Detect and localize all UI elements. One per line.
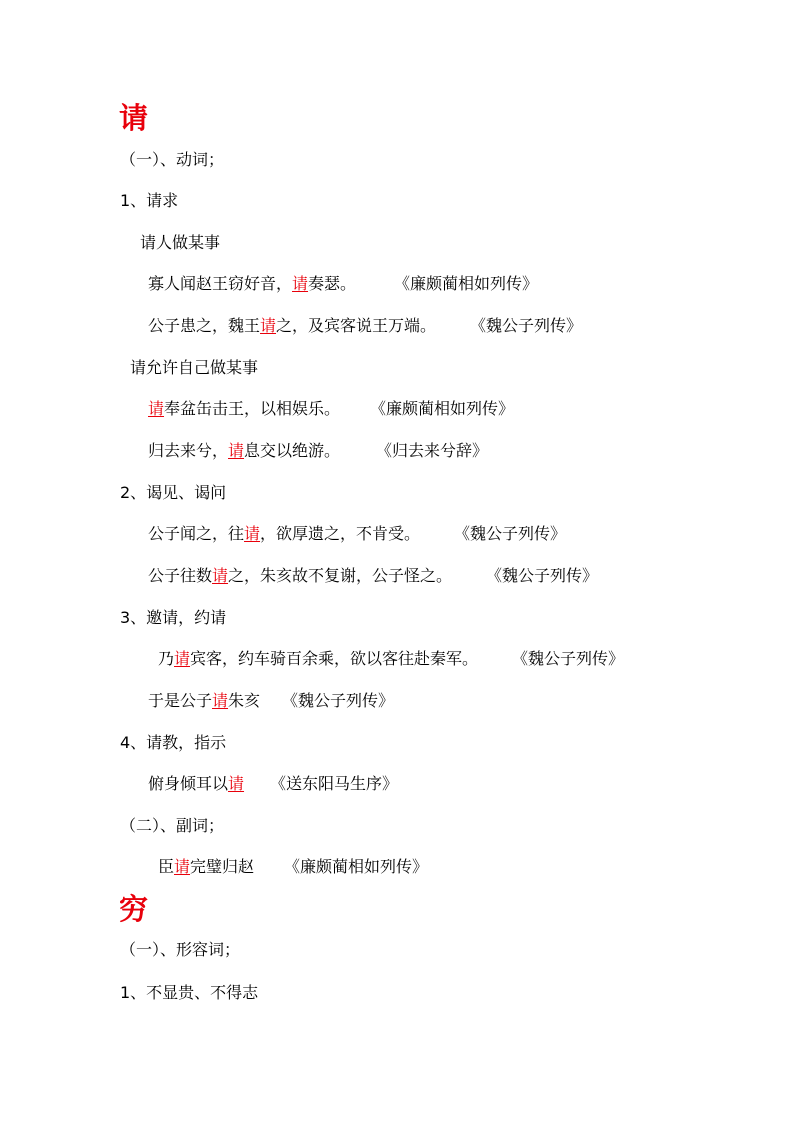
text-line [120,483,226,503]
line-text: 归去来兮， [148,441,229,460]
text-line [148,691,394,711]
line-text: 公子往数 [148,566,213,585]
text-line [130,358,258,378]
source-title: 《廉颇蔺相如列传》 [370,399,515,418]
line-text: 1、请求 [120,191,179,210]
line-text: 请人做某事 [140,233,221,252]
entry-heading-qiong: 穷 [119,892,149,926]
text-line [148,316,582,336]
text-line [148,441,488,461]
line-text: 之，及宾客说王万端。 [276,316,437,335]
highlighted-keyword: 请 [228,774,245,793]
text-line [120,150,224,170]
highlighted-keyword: 请 [174,857,191,876]
highlighted-keyword: 请 [260,316,277,335]
text-line [148,774,398,794]
line-text: 臣 [158,857,175,876]
highlighted-keyword: 请 [244,524,261,543]
source-title: 《魏公子列传》 [454,524,567,543]
highlighted-keyword: 请 [212,566,229,585]
source-title: 《魏公子列传》 [282,691,395,710]
line-text: （一）、形容词； [120,940,241,959]
line-text: 完璧归赵 [190,857,255,876]
entry-heading-qing: 请 [119,101,149,135]
line-text: 公子患之，魏王 [148,316,261,335]
line-text: 宾客，约车骑百余乘，欲以客往赴秦军。 [190,649,479,668]
highlighted-keyword: 请 [292,274,309,293]
highlighted-keyword: 请 [228,441,245,460]
line-text: 俯身倾耳以 [148,774,229,793]
text-line [158,649,624,669]
source-title: 《送东阳马生序》 [270,774,399,793]
text-line [158,857,428,877]
line-text: （二）、副词； [120,816,225,835]
line-text: 朱亥 [228,691,261,710]
line-text: 请允许自己做某事 [130,358,259,377]
line-text: 乃 [158,649,175,668]
line-text: 寡人闻赵王窃好音， [148,274,293,293]
line-text: 3、邀请，约请 [120,608,227,627]
text-line [120,816,224,836]
text-line [148,566,598,586]
line-text: ，欲厚遗之，不肯受。 [260,524,421,543]
line-text: （一）、动词； [120,150,225,169]
line-text: 2、谒见、谒问 [120,483,227,502]
line-text: 于是公子 [148,691,213,710]
text-line [120,940,240,960]
text-line [140,233,220,253]
text-line [120,983,258,1003]
text-line [120,608,226,628]
line-text: 公子闻之，往 [148,524,245,543]
text-line [148,274,538,294]
highlighted-keyword: 请 [148,399,165,418]
text-line [120,191,178,211]
text-line [120,733,226,753]
line-text: 4、请教，指示 [120,733,227,752]
text-line [148,524,566,544]
line-text: 之，朱亥故不复谢，公子怪之。 [228,566,453,585]
highlighted-keyword: 请 [174,649,191,668]
highlighted-keyword: 请 [212,691,229,710]
line-text: 息交以绝游。 [244,441,341,460]
source-title: 《廉颇蔺相如列传》 [394,274,539,293]
line-text: 1、不显贵、不得志 [120,983,259,1002]
source-title: 《归去来兮辞》 [376,441,489,460]
source-title: 《魏公子列传》 [470,316,583,335]
source-title: 《廉颇蔺相如列传》 [284,857,429,876]
text-line [148,399,514,419]
line-text: 奏瑟。 [308,274,357,293]
source-title: 《魏公子列传》 [486,566,599,585]
line-text: 奉盆缶击王，以相娱乐。 [164,399,341,418]
source-title: 《魏公子列传》 [512,649,625,668]
